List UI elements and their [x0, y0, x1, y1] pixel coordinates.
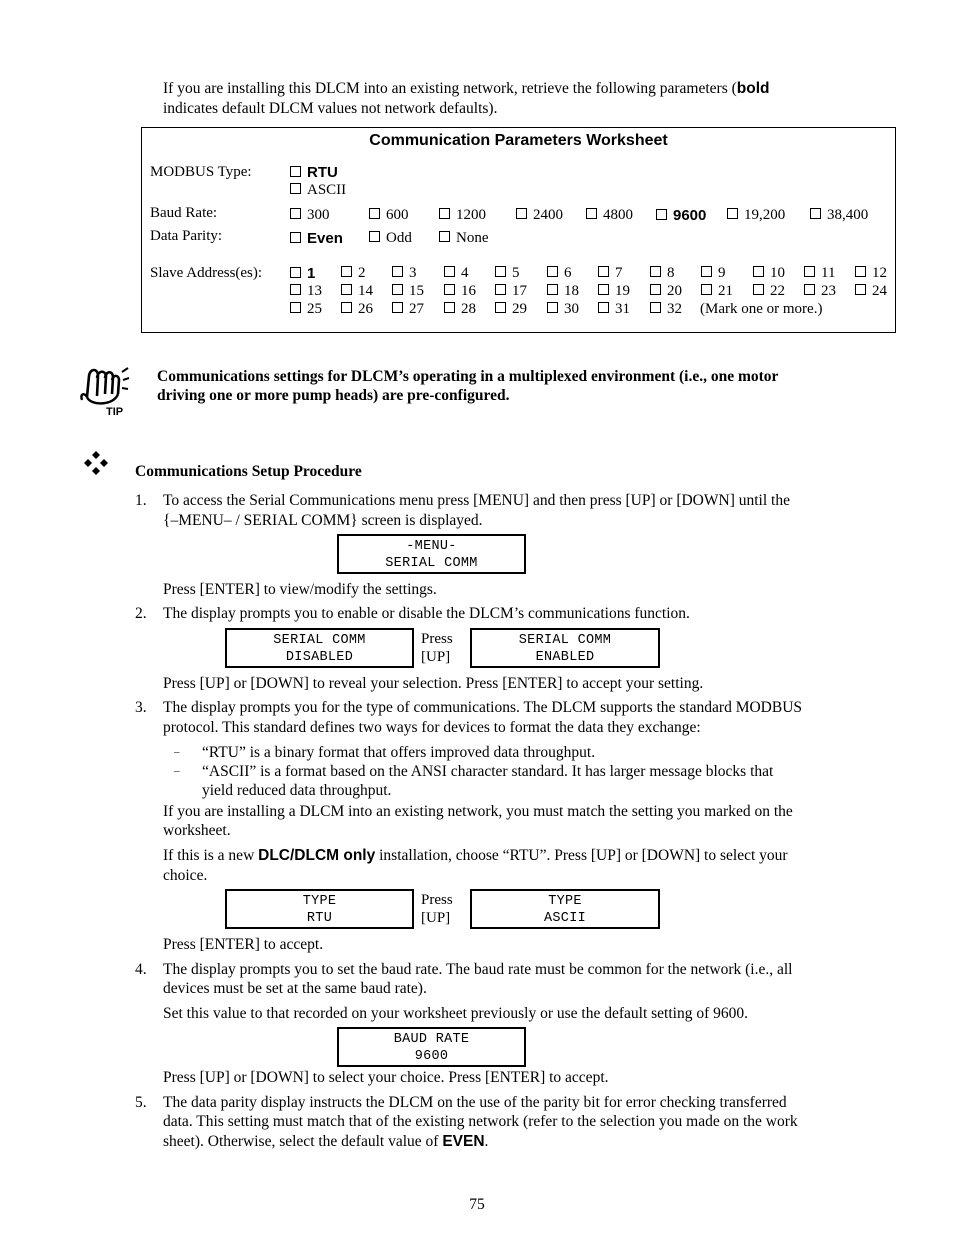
checkbox-icon[interactable]	[804, 284, 815, 295]
lcd-display-type-ascii: TYPE ASCII	[470, 889, 660, 929]
checkbox-icon[interactable]	[656, 209, 667, 220]
checkbox-icon[interactable]	[369, 208, 380, 219]
tip-label: TIP	[106, 406, 124, 418]
checkbox-icon[interactable]	[547, 266, 558, 277]
page-number: 75	[469, 1196, 485, 1213]
slave-address-option[interactable]	[804, 282, 836, 301]
checkbox-icon[interactable]	[701, 266, 712, 277]
checkbox-icon[interactable]	[495, 284, 506, 295]
slave-address-option[interactable]	[855, 264, 887, 283]
slave-address-number: 20	[667, 283, 682, 299]
procedure-title: Communications Setup Procedure	[135, 463, 362, 480]
checkbox-icon[interactable]	[439, 231, 450, 242]
slave-address-number: 27	[409, 301, 424, 317]
checkbox-icon[interactable]	[444, 284, 455, 295]
slave-address-number: 16	[461, 283, 476, 299]
checkbox-icon[interactable]	[753, 266, 764, 277]
slave-address-option[interactable]	[341, 282, 373, 301]
slave-address-number: 17	[512, 283, 527, 299]
slave-address-option[interactable]	[341, 300, 373, 319]
slave-address-option[interactable]	[598, 282, 630, 301]
baud-option[interactable]: 2400	[516, 206, 563, 225]
step5-line-3: sheet). Otherwise, select the default value of EVEN.	[163, 1133, 489, 1150]
step-number: 5.	[135, 1094, 147, 1111]
baud-option[interactable]: 4800	[586, 206, 633, 225]
slave-address-number: 2	[358, 265, 366, 281]
slave-address-option[interactable]	[701, 264, 726, 283]
checkbox-icon[interactable]	[586, 208, 597, 219]
modbus-option-rtu[interactable]: RTU	[290, 163, 338, 183]
checkbox-icon[interactable]	[495, 302, 506, 313]
slave-address-option[interactable]	[290, 282, 322, 301]
slave-address-number: 32	[667, 301, 682, 317]
checkbox-icon[interactable]	[290, 232, 301, 243]
checkbox-icon[interactable]	[392, 266, 403, 277]
step5-line-1: The data parity display instructs the DLCM on the use of the parity bit for error checking transferred	[163, 1094, 787, 1111]
tip-line-2: driving one or more pump heads) are pre-configured.	[157, 387, 510, 404]
slave-address-option[interactable]	[495, 264, 520, 283]
baud-rate-label: Baud Rate:	[150, 205, 218, 221]
slave-address-option[interactable]	[804, 264, 835, 283]
slave-address-number: 19	[615, 283, 630, 299]
slave-address-number: 9	[718, 265, 726, 281]
step1-line-1: To access the Serial Communications menu press [MENU] and then press [UP] or [DOWN] until the	[163, 492, 790, 509]
step3-after: Press [ENTER] to accept.	[163, 936, 324, 953]
checkbox-icon[interactable]	[598, 284, 609, 295]
tip-icon	[78, 364, 130, 422]
checkbox-icon[interactable]	[439, 208, 450, 219]
checkbox-icon[interactable]	[855, 284, 866, 295]
checkbox-icon[interactable]	[290, 302, 301, 313]
baud-option[interactable]: 300	[290, 206, 330, 225]
baud-option[interactable]: 19,200	[727, 206, 785, 225]
press-up-label: Press [UP]	[421, 892, 453, 926]
lcd-display-baud-rate: BAUD RATE 9600	[337, 1027, 526, 1067]
slave-address-number: 22	[770, 283, 785, 299]
checkbox-icon[interactable]	[341, 302, 352, 313]
lcd-display-serial-comm-disabled: SERIAL COMM DISABLED	[225, 628, 414, 668]
step-number: 4.	[135, 961, 147, 978]
checkbox-icon[interactable]	[392, 302, 403, 313]
baud-option[interactable]: 38,400	[810, 206, 868, 225]
slave-address-option[interactable]	[392, 282, 424, 301]
step3-para2-line-1: If this is a new DLC/DLCM only installation, choose “RTU”. Press [UP] or [DOWN] to select your	[163, 847, 788, 864]
slave-address-option[interactable]	[290, 300, 322, 319]
four-diamond-bullet-icon	[82, 450, 110, 476]
slave-address-number: 26	[358, 301, 373, 317]
modbus-type-label: MODBUS Type:	[150, 164, 252, 180]
dash-bullet: –	[174, 765, 180, 777]
slave-address-option[interactable]	[701, 282, 733, 301]
checkbox-icon[interactable]	[650, 284, 661, 295]
checkbox-icon[interactable]	[341, 266, 352, 277]
checkbox-icon[interactable]	[444, 302, 455, 313]
step-number: 1.	[135, 492, 147, 509]
intro-bold-word: bold	[736, 80, 770, 97]
slave-address-number: 21	[718, 283, 733, 299]
step3-line-2: protocol. This standard defines two ways for devices to format the data they exchange:	[163, 719, 701, 736]
checkbox-icon[interactable]	[290, 284, 301, 295]
slave-address-number: 25	[307, 301, 322, 317]
checkbox-icon[interactable]	[547, 302, 558, 313]
communication-parameters-worksheet	[141, 127, 896, 333]
tip-line-1: Communications settings for DLCM’s operating in a multiplexed environment (i.e., one motor	[157, 368, 779, 385]
checkbox-icon[interactable]	[290, 208, 301, 219]
step2-after: Press [UP] or [DOWN] to reveal your selection. Press [ENTER] to accept your setting.	[163, 675, 704, 692]
checkbox-icon[interactable]	[598, 266, 609, 277]
slave-address-option[interactable]	[444, 282, 476, 301]
slave-address-number: 11	[821, 265, 836, 281]
parity-option-default[interactable]: Even	[290, 229, 343, 249]
slave-address-number: 31	[615, 301, 630, 317]
checkbox-icon[interactable]	[547, 284, 558, 295]
slave-address-option[interactable]	[547, 300, 579, 319]
modbus-option-ascii[interactable]: ASCII	[290, 181, 346, 200]
step4-para: Set this value to that recorded on your worksheet previously or use the default setting of 9600.	[163, 1005, 748, 1022]
checkbox-icon[interactable]	[392, 284, 403, 295]
slave-address-option[interactable]	[855, 282, 887, 301]
step-number: 2.	[135, 605, 147, 622]
intro-line-2: indicates default DLCM values not network defaults).	[163, 100, 498, 117]
checkbox-icon[interactable]	[753, 284, 764, 295]
checkbox-icon[interactable]	[810, 208, 821, 219]
slave-address-option[interactable]	[392, 264, 417, 283]
slave-address-number: 6	[564, 265, 572, 281]
checkbox-icon[interactable]	[598, 302, 609, 313]
slave-address-option[interactable]	[341, 264, 366, 283]
step2-line-1: The display prompts you to enable or disable the DLCM’s communications function.	[163, 605, 690, 622]
lcd-display-type-rtu: TYPE RTU	[225, 889, 414, 929]
slave-address-number: 14	[358, 283, 373, 299]
worksheet-title: Communication Parameters Worksheet	[369, 132, 668, 149]
slave-address-number: 30	[564, 301, 579, 317]
step3-bullet-2-line-2: yield reduced data throughput.	[202, 782, 392, 799]
checkbox-icon[interactable]	[290, 267, 301, 278]
parity-option[interactable]: Odd	[369, 229, 412, 248]
slave-address-option[interactable]	[547, 264, 572, 283]
step-number: 3.	[135, 699, 147, 716]
slave-address-number: 13	[307, 283, 322, 299]
checkbox-icon[interactable]	[369, 231, 380, 242]
checkbox-icon[interactable]	[727, 208, 738, 219]
step4-after: Press [UP] or [DOWN] to select your choice. Press [ENTER] to accept.	[163, 1069, 609, 1086]
baud-option-default[interactable]: 9600	[656, 206, 706, 226]
checkbox-icon[interactable]	[701, 284, 712, 295]
slave-address-number: 5	[512, 265, 520, 281]
step3-line-1: The display prompts you for the type of communications. The DLCM supports the standard MODBUS	[163, 699, 803, 716]
slave-address-number: 1	[307, 265, 316, 282]
slave-address-number: 10	[770, 265, 785, 281]
checkbox-icon[interactable]	[804, 266, 815, 277]
slave-address-option[interactable]	[753, 282, 785, 301]
intro-text: If you are installing this DLCM into an existing network, retrieve the following parameters (	[163, 80, 737, 97]
slave-address-option[interactable]	[547, 282, 579, 301]
step3-para1-line-2: worksheet.	[163, 822, 231, 839]
checkbox-icon[interactable]	[516, 208, 527, 219]
slave-address-number: 3	[409, 265, 417, 281]
step4-line-2: devices must be set at the same baud rate).	[163, 980, 427, 997]
slave-address-option-default[interactable]	[290, 264, 315, 284]
slave-address-option[interactable]	[444, 300, 476, 319]
parity-option[interactable]: None	[439, 229, 489, 248]
checkbox-icon[interactable]	[650, 266, 661, 277]
step1-after: Press [ENTER] to view/modify the settings.	[163, 581, 437, 598]
slave-address-option[interactable]	[444, 264, 469, 283]
step5-line-2: data. This setting must match that of the existing network (refer to the selection you made on the work	[163, 1113, 798, 1130]
slave-address-option[interactable]	[495, 282, 527, 301]
slave-address-option[interactable]	[495, 300, 527, 319]
step3-para2-line-2: choice.	[163, 867, 208, 884]
slave-address-option[interactable]	[598, 300, 630, 319]
slave-address-option[interactable]	[650, 282, 682, 301]
lcd-display-serial-comm-enabled: SERIAL COMM ENABLED	[470, 628, 660, 668]
slave-address-number: 4	[461, 265, 469, 281]
checkbox-icon[interactable]	[650, 302, 661, 313]
baud-option[interactable]: 1200	[439, 206, 486, 225]
press-up-label: Press [UP]	[421, 631, 453, 665]
slave-address-option[interactable]	[753, 264, 785, 283]
checkbox-icon[interactable]	[290, 166, 301, 177]
slave-address-number: 23	[821, 283, 836, 299]
slave-address-label: Slave Address(es):	[150, 265, 263, 281]
step4-line-1: The display prompts you to set the baud rate. The baud rate must be common for the network (i.e., all	[163, 961, 793, 978]
slave-address-number: 24	[872, 283, 887, 299]
checkbox-icon[interactable]	[495, 266, 506, 277]
hand-wave-icon	[78, 364, 130, 408]
slave-address-number: 29	[512, 301, 527, 317]
dash-bullet: –	[174, 746, 180, 758]
slave-address-option[interactable]	[650, 264, 675, 283]
step3-para1-line-1: If you are installing a DLCM into an existing network, you must match the setting you marked on the	[163, 803, 793, 820]
slave-address-note: (Mark one or more.)	[700, 301, 823, 317]
checkbox-icon[interactable]	[444, 266, 455, 277]
checkbox-icon[interactable]	[855, 266, 866, 277]
checkbox-icon[interactable]	[341, 284, 352, 295]
step1-line-2: {–MENU– / SERIAL COMM} screen is displayed.	[163, 512, 483, 529]
intro-line-1	[163, 79, 770, 98]
slave-address-number: 7	[615, 265, 623, 281]
slave-address-number: 15	[409, 283, 424, 299]
slave-address-option[interactable]	[392, 300, 424, 319]
slave-address-option[interactable]	[598, 264, 623, 283]
data-parity-label: Data Parity:	[150, 228, 223, 244]
lcd-display-menu-serial-comm: -MENU- SERIAL COMM	[337, 534, 526, 574]
slave-address-number: 18	[564, 283, 579, 299]
step3-bullet-1: “RTU” is a binary format that offers improved data throughput.	[202, 744, 596, 761]
slave-address-option[interactable]	[650, 300, 682, 319]
slave-address-number: 12	[872, 265, 887, 281]
step3-bullet-2-line-1: “ASCII” is a format based on the ANSI character standard. It has larger message blocks that	[202, 763, 774, 780]
baud-option[interactable]: 600	[369, 206, 409, 225]
checkbox-icon[interactable]	[290, 183, 301, 194]
slave-address-number: 8	[667, 265, 675, 281]
slave-address-number: 28	[461, 301, 476, 317]
